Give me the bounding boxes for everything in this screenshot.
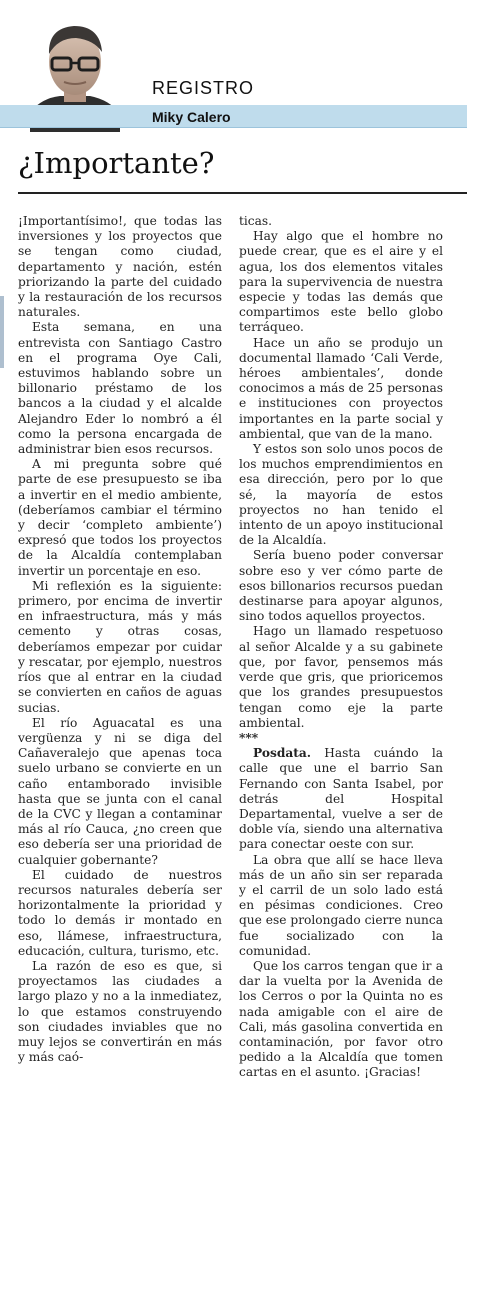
paragraph: Esta semana, en una entrevista con Santiago Castro en el programa Oye Cali, estuvimos hablando sobre un billonario préstamo de los bancos a la ciudad y el alcalde Alejandro Eder lo nombró a él como la persona encargada de administrar bien esos recursos. [18,320,222,457]
article-column-left [18,214,222,1065]
paragraph: El río Aguacatal es una vergüenza y ni se diga del Cañaveralejo que apenas toca suelo urbano se convierte en un caño entamborado invisible hasta que se junta con el canal de la CVC y llegan a contaminar más al río Cauca, ¿no creen que eso debería ser una prioridad de cualquier gobernante? [18,715,222,867]
paragraph: Hago un llamado respetuoso al señor Alcalde y a su gabinete que, por favor, pensemos más verde que gris, que prioricemos que los grandes presupuestos tengan como eje la parte ambiental. [239,624,443,730]
paragraph: ticas. [239,214,273,228]
paragraph: Que los carros tengan que ir a dar la vuelta por la Avenida de los Cerros o por la Quinta no es nada amigable con el aire de Cali, más gasolina convertida en contaminación, por favor otro pedido a la Alcaldía que tomen cartas en el asunto. ¡Gracias! [239,958,443,1080]
section-separator: *** [239,730,259,745]
article-column-right [239,214,443,1081]
paragraph: ¡Importantísimo!, que todas las inversiones y los proyectos que se tengan como ciudad, departamento y nación, estén priorizando la parte del cuidado y la restauración de los recursos naturales. [18,214,222,320]
paragraph: A mi pregunta sobre qué parte de ese presupuesto se iba a invertir en el medio ambiente, (deberíamos cambiar el término y decir ‘completo ambiente’) expresó que todos los proyectos de la Alcaldía contemplaban invertir un porcentaje en eso. [18,457,222,578]
posdata-text: Hasta cuándo la calle que une el barrio San Fernando con Santa Isabel, por detrás del Hospital Departamental, vuelve a ser de doble vía, siendo una alternativa para conectar oeste con sur. [239,746,443,852]
paragraph: La obra que allí se hace lleva más de un año sin ser reparada y el carril de un solo lado está en pésimas condiciones. Creo que ese prolongado cierre nunca fue socializado con la comunidad. [239,852,443,958]
title-divider [18,192,467,194]
paragraph: Y estos son solo unos pocos de los muchos emprendimientos en esa dirección, pero por lo que sé, la mayoría de estos proyectos no han tenido el intento de un apoyo institucional de la Alcaldía. [239,442,443,548]
paragraph: Hace un año se produjo un documental llamado ‘Cali Verde, héroes ambientales’, donde conocimos a más de 25 personas e instituciones con proyectos importantes en la parte social y ambiental, que van de la mano. [239,335,443,441]
page-edge-mark [0,296,4,368]
paragraph: Mi reflexión es la siguiente: primero, por encima de invertir en infraestructura, más y más cemento y otras cosas, deberíamos empezar por cuidar y rescatar, por ejemplo, nuestros ríos que al entrar en la ciudad se convierten en caños de aguas sucias. [18,578,222,715]
section-label: REGISTRO [152,78,255,98]
paragraph: La razón de eso es que, si proyectamos las ciudades a largo plazo y no a la inmediatez, lo que estamos construyendo son ciudades inviables que no muy lejos se convertirán en más y más caó- [18,958,222,1065]
article-title: ¿Importante? [18,146,215,180]
author-band [0,105,467,128]
column-header [0,0,477,180]
paragraph: El cuidado de nuestros recursos naturales debería ser horizontalmente la prioridad y todo lo demás ir montado en eso, llámese, infraestructura, educación, cultura, turismo, etc. [18,867,222,958]
posdata-label: Posdata. [253,746,312,761]
author-name: Miky Calero [152,109,231,125]
paragraph: Sería bueno poder conversar sobre eso y ver cómo parte de esos billonarios recursos puedan destinarse para apoyar algunos, sino todos aquellos proyectos. [239,548,443,624]
paragraph: Hay algo que el hombre no puede crear, que es el aire y el agua, los dos elementos vitales para la supervivencia de nuestra especie y todas las demás que compartimos este bello globo terráqueo. [239,229,443,335]
posdata-paragraph [239,746,443,852]
